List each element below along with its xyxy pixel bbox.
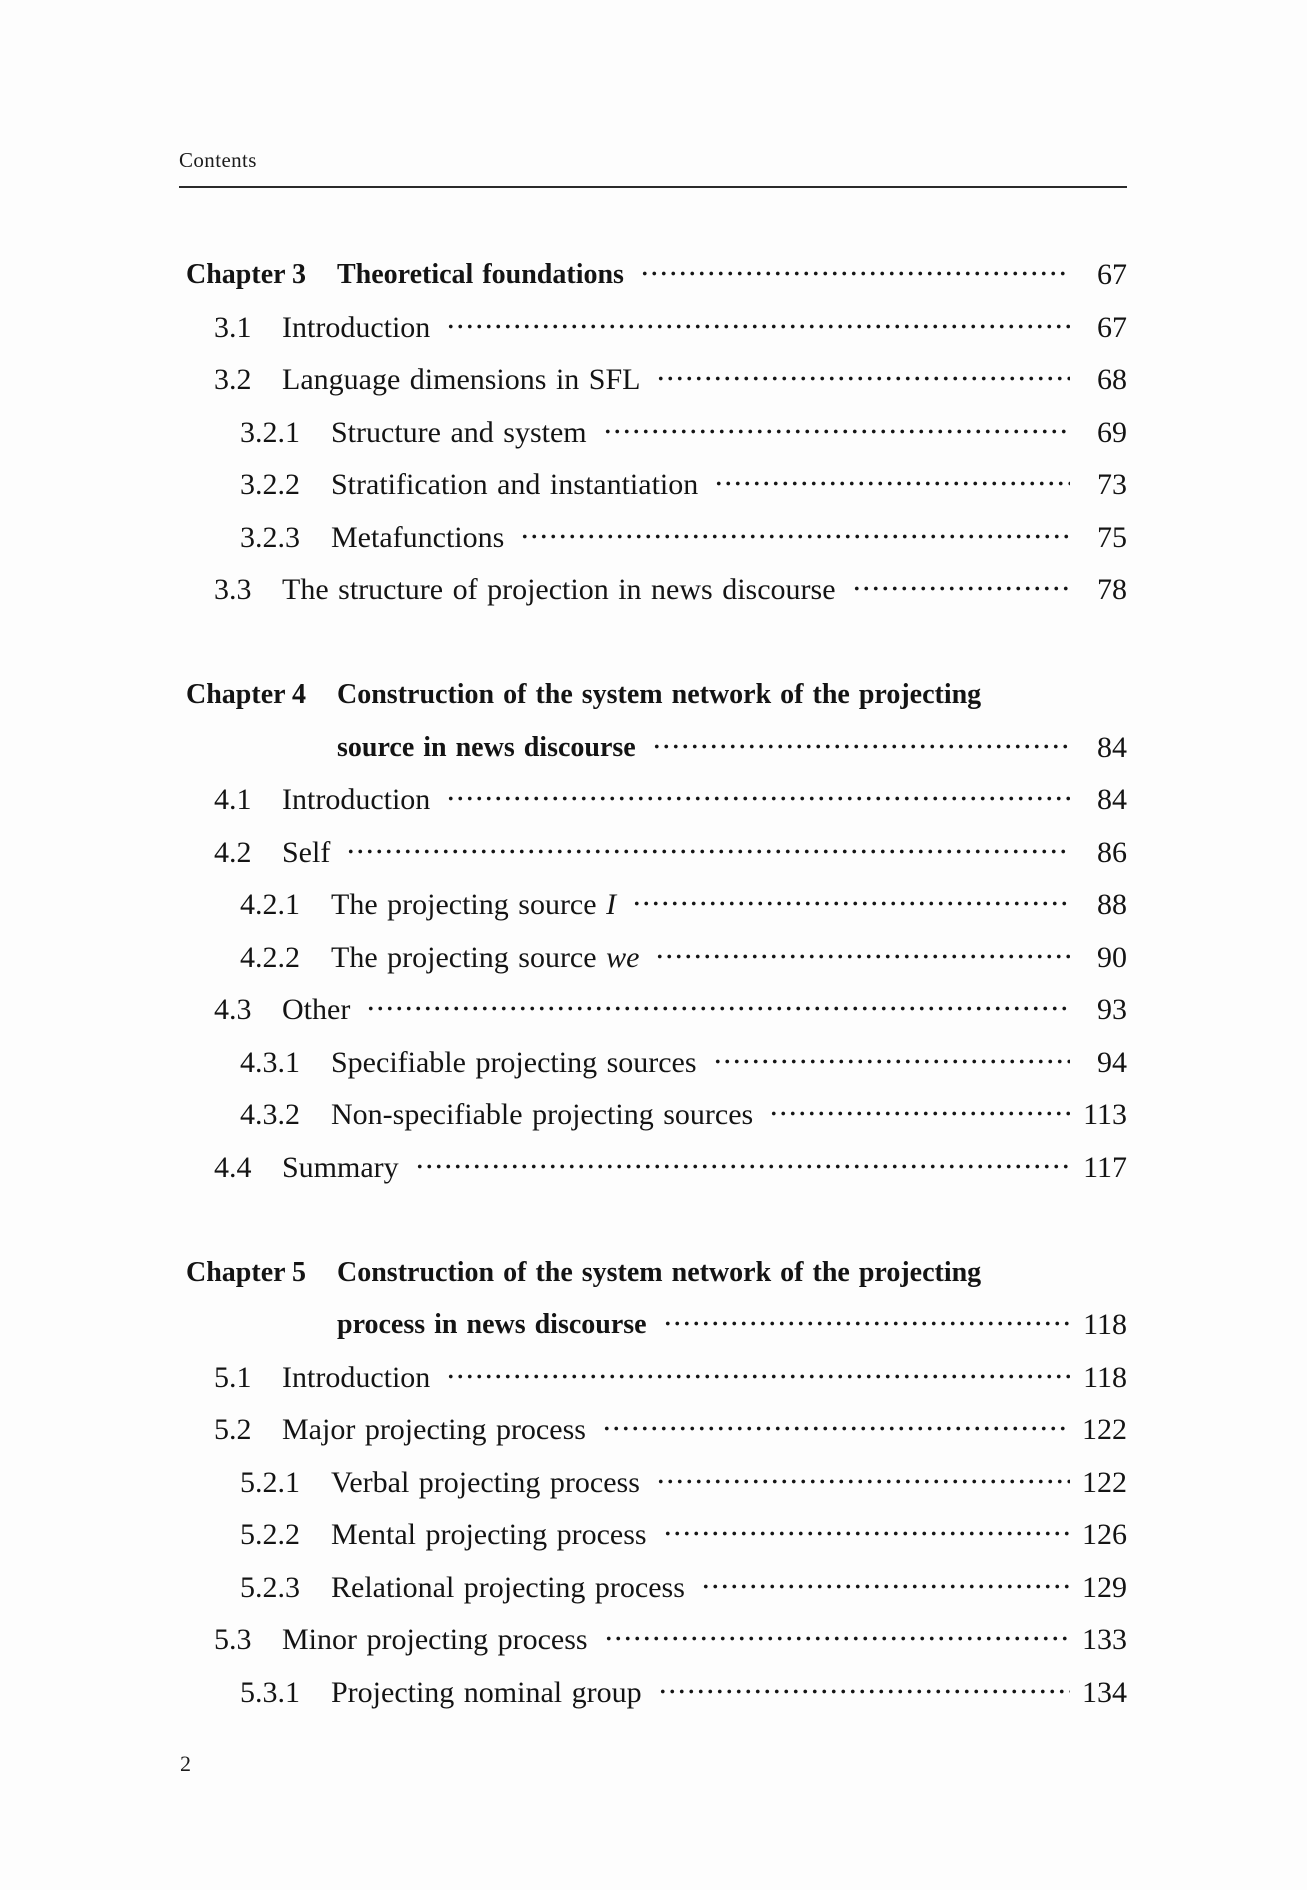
dot-leader — [344, 827, 1070, 880]
toc-entry — [179, 879, 1127, 932]
folio-page-number: 2 — [180, 1751, 191, 1776]
entry-page-number: 113 — [1083, 1098, 1127, 1131]
toc-entry — [179, 932, 1127, 985]
entry-number: 4.1 — [214, 783, 252, 816]
entry-number: 4.4 — [214, 1150, 252, 1184]
entry-title: Self — [282, 835, 331, 869]
entry-title: Minor projecting process — [282, 1623, 588, 1656]
dot-leader — [630, 879, 1070, 932]
entry-number: 3.1 — [214, 310, 252, 344]
entry-number: 5.2.3 — [240, 1570, 300, 1604]
entry-number: 4.3 — [214, 993, 252, 1026]
dot-leader — [650, 722, 1070, 775]
entry-title: Mental projecting process — [331, 1518, 647, 1551]
entry-title: Stratification and instantiation — [331, 468, 699, 501]
toc-entry — [179, 564, 1127, 617]
toc-entry — [179, 1614, 1127, 1667]
chapter-block — [179, 249, 1127, 617]
toc-entry — [179, 984, 1127, 1037]
entry-page-number: 134 — [1082, 1675, 1127, 1709]
toc-entry — [179, 1089, 1127, 1142]
chapter-title-line — [337, 249, 1127, 302]
chapter-label: Chapter 5 — [186, 1256, 307, 1288]
chapter-label: Chapter 4 — [186, 679, 307, 710]
chapter-title-line — [337, 722, 1127, 775]
entry-title: Projecting nominal group — [331, 1675, 642, 1709]
entry-title: Metafunctions — [331, 520, 505, 554]
chapter-heading — [179, 1247, 1127, 1352]
toc-entry — [179, 1562, 1127, 1615]
table-of-contents — [179, 249, 1127, 1719]
chapter-page-number: 118 — [1083, 1308, 1127, 1341]
chapter-block — [179, 1247, 1127, 1720]
dot-leader — [656, 1667, 1070, 1720]
chapter-title-line — [337, 669, 1127, 722]
dot-leader — [850, 564, 1070, 617]
dot-leader — [654, 1457, 1070, 1510]
entry-title-italic: we — [606, 940, 640, 974]
chapter-title-column — [337, 249, 1127, 302]
dot-leader — [711, 1037, 1070, 1090]
chapter-title-text: Construction of the system network of the projecting — [337, 679, 982, 710]
dot-leader — [413, 1142, 1070, 1195]
entry-page-number: 67 — [1097, 310, 1127, 344]
chapter-title-line — [337, 1299, 1127, 1352]
entry-number: 5.3.1 — [240, 1675, 300, 1709]
entry-page-number: 88 — [1097, 888, 1127, 921]
entry-page-number: 118 — [1083, 1360, 1127, 1394]
toc-entry — [179, 1457, 1127, 1510]
entry-number: 5.2 — [214, 1413, 252, 1446]
entry-title: Summary — [282, 1150, 399, 1184]
dot-leader — [444, 302, 1070, 355]
entry-number: 5.3 — [214, 1623, 252, 1656]
dot-leader — [661, 1299, 1070, 1352]
dot-leader — [654, 354, 1070, 407]
entry-title: Specifiable projecting sources — [331, 1045, 697, 1079]
entry-number: 4.2 — [214, 835, 252, 869]
dot-leader — [638, 249, 1070, 302]
entry-number: 3.2 — [214, 363, 252, 396]
dot-leader — [600, 1404, 1070, 1457]
entry-page-number: 73 — [1097, 468, 1127, 501]
toc-entry — [179, 459, 1127, 512]
entry-page-number: 68 — [1097, 363, 1127, 396]
dot-leader — [444, 1352, 1070, 1405]
entry-title: Structure and system — [331, 415, 587, 449]
toc-entry — [179, 407, 1127, 460]
dot-leader — [364, 984, 1070, 1037]
dot-leader — [444, 774, 1070, 827]
header-rule — [179, 186, 1127, 188]
entry-page-number: 94 — [1097, 1045, 1127, 1079]
entry-title: Major projecting process — [282, 1413, 586, 1446]
dot-leader — [518, 512, 1070, 565]
chapter-title-column — [337, 669, 1127, 774]
chapter-heading — [179, 249, 1127, 302]
entry-number: 5.1 — [214, 1360, 252, 1394]
entry-page-number: 84 — [1097, 783, 1127, 816]
entry-page-number: 90 — [1097, 940, 1127, 974]
chapter-title-text: Theoretical foundations — [337, 259, 624, 290]
entry-page-number: 133 — [1082, 1623, 1127, 1656]
toc-entry — [179, 1509, 1127, 1562]
entry-number: 4.2.2 — [240, 940, 300, 974]
chapter-title-column — [337, 1247, 1127, 1352]
entry-number: 4.3.1 — [240, 1045, 300, 1079]
chapter-title-text: source in news discourse — [337, 731, 636, 763]
page-header — [179, 148, 257, 173]
chapter-label: Chapter 3 — [186, 259, 307, 290]
toc-entry — [179, 774, 1127, 827]
toc-entry — [179, 1667, 1127, 1720]
dot-leader — [712, 459, 1070, 512]
dot-leader — [699, 1562, 1070, 1615]
entry-number: 3.2.3 — [240, 520, 300, 554]
entry-page-number: 117 — [1083, 1150, 1127, 1184]
entry-page-number: 86 — [1097, 835, 1127, 869]
chapter-heading — [179, 669, 1127, 774]
dot-leader — [767, 1089, 1070, 1142]
entry-page-number: 129 — [1082, 1570, 1127, 1604]
page-footer — [180, 1751, 191, 1777]
toc-entry — [179, 1142, 1127, 1195]
entry-page-number: 78 — [1097, 573, 1127, 606]
entry-number: 5.2.2 — [240, 1518, 300, 1551]
entry-number: 3.3 — [214, 573, 252, 606]
toc-entry — [179, 827, 1127, 880]
toc-entry — [179, 512, 1127, 565]
entry-title: The projecting source we — [331, 940, 640, 974]
entry-page-number: 122 — [1082, 1413, 1127, 1446]
dot-leader — [601, 407, 1070, 460]
entry-page-number: 122 — [1082, 1465, 1127, 1499]
toc-entry — [179, 1352, 1127, 1405]
dot-leader — [602, 1614, 1070, 1667]
toc-entry — [179, 1404, 1127, 1457]
toc-entry — [179, 1037, 1127, 1090]
dot-leader — [661, 1509, 1070, 1562]
entry-title: The structure of projection in news discourse — [282, 573, 836, 606]
entry-title: Introduction — [282, 1360, 431, 1394]
entry-number: 4.2.1 — [240, 888, 300, 921]
entry-number: 4.3.2 — [240, 1098, 300, 1131]
chapter-page-number: 67 — [1097, 258, 1127, 291]
chapter-title-text: Construction of the system network of the projecting — [337, 1256, 982, 1288]
entry-page-number: 69 — [1097, 415, 1127, 449]
chapter-block — [179, 669, 1127, 1194]
entry-page-number: 126 — [1082, 1518, 1127, 1551]
entry-page-number: 93 — [1097, 993, 1127, 1026]
entry-title: Introduction — [282, 783, 431, 816]
toc-entry — [179, 302, 1127, 355]
entry-title: Introduction — [282, 310, 431, 344]
entry-number: 3.2.1 — [240, 415, 300, 449]
contents-heading: Contents — [179, 148, 257, 172]
dot-leader — [653, 932, 1070, 985]
entry-number: 5.2.1 — [240, 1465, 300, 1499]
entry-number: 3.2.2 — [240, 468, 300, 501]
entry-title: Verbal projecting process — [331, 1465, 640, 1499]
chapter-page-number: 84 — [1097, 730, 1127, 764]
chapter-title-text: process in news discourse — [337, 1309, 647, 1340]
entry-page-number: 75 — [1097, 520, 1127, 554]
entry-title: The projecting source I — [331, 888, 617, 921]
toc-entry — [179, 354, 1127, 407]
entry-title: Other — [282, 993, 351, 1026]
entry-title: Non-specifiable projecting sources — [331, 1098, 754, 1131]
entry-title: Language dimensions in SFL — [282, 363, 641, 396]
entry-title: Relational projecting process — [331, 1570, 685, 1604]
chapter-title-line — [337, 1247, 1127, 1300]
entry-title-italic: I — [606, 888, 617, 921]
